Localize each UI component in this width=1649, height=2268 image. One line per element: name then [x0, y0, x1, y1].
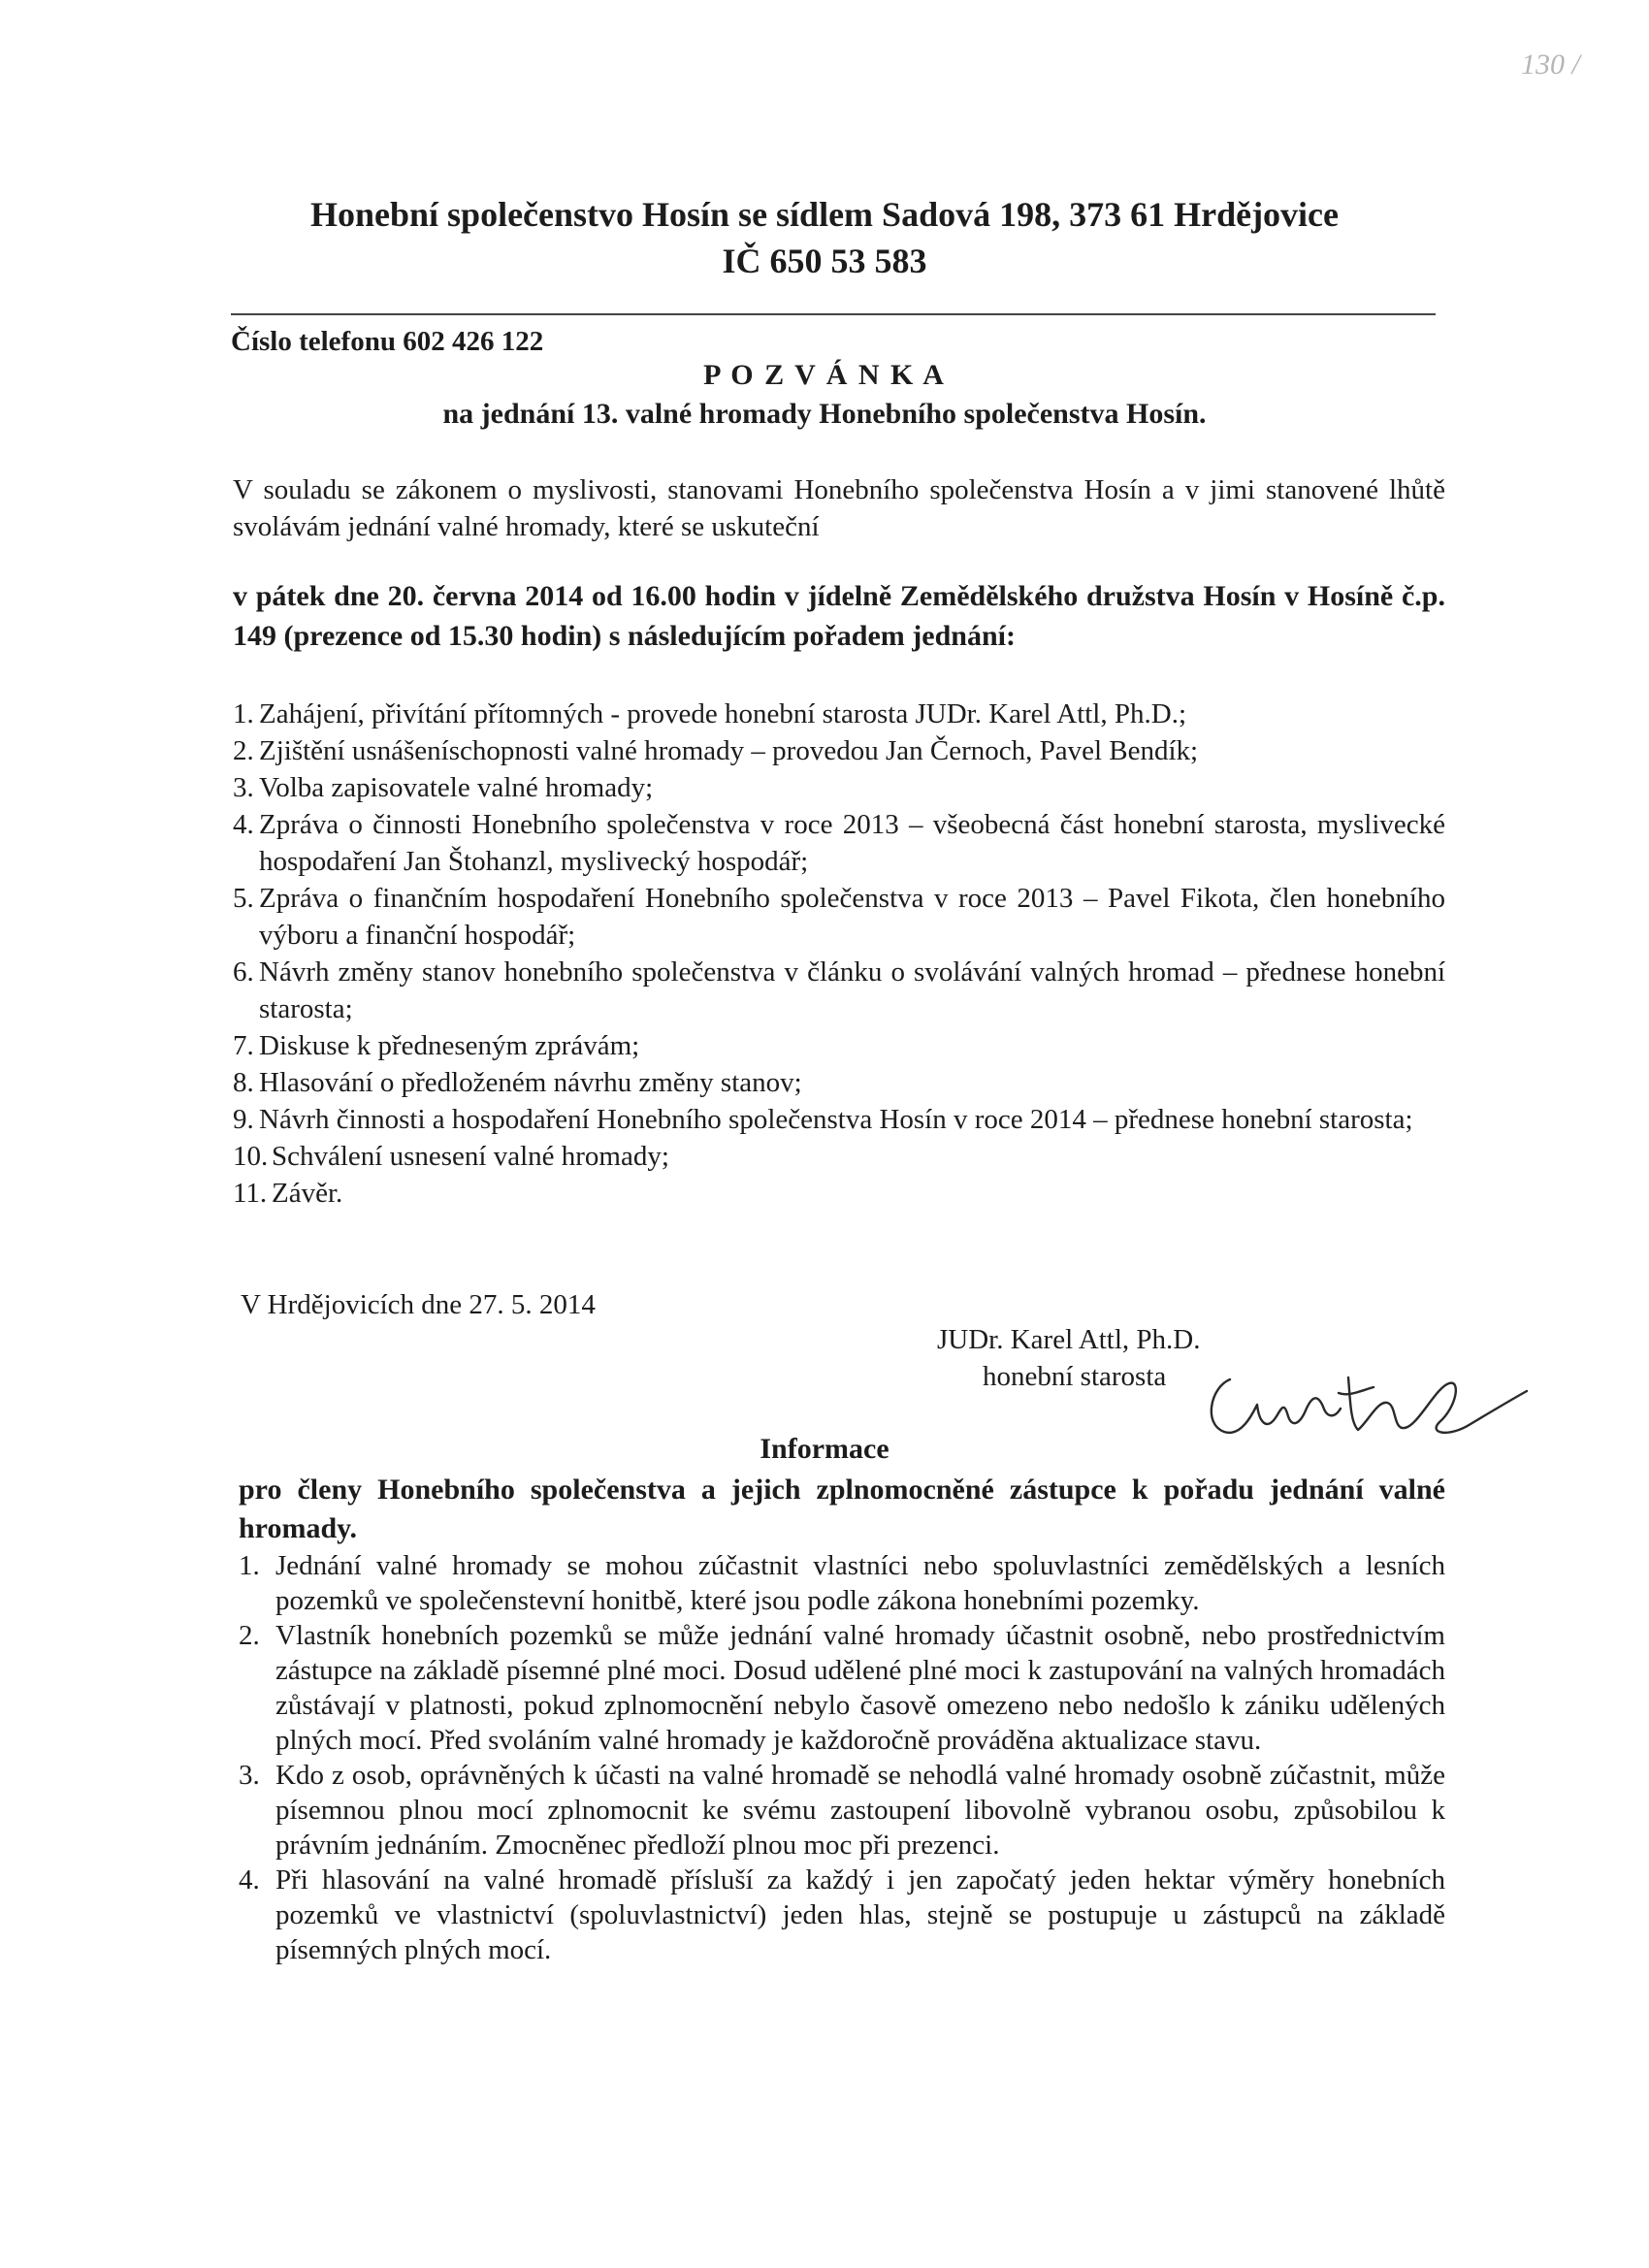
phone-number: Číslo telefonu 602 426 122: [231, 326, 544, 357]
agenda-item-number: 7.: [233, 1030, 254, 1061]
agenda-item-number: 10.: [233, 1141, 269, 1172]
agenda-item: [233, 769, 1445, 806]
information-item-text: Kdo z osob, oprávněných k účasti na valné hromadě se nehodlá valné hromady osobně zúčastnit, může písemnou plnou mocí zplnomocnit ke svému zastoupení libovolně vybranou osobu, způsobilou k právním jednáním. Zmocněnec předloží plnou moc při prezenci.: [275, 1760, 1445, 1861]
agenda-item-text: Diskuse k předneseným zprávám;: [259, 1030, 640, 1061]
information-item-number: 2.: [239, 1620, 260, 1651]
agenda-item-text: Návrh činnosti a hospodaření Honebního společenstva Hosín v roce 2014 – přednese honební starosta;: [259, 1104, 1413, 1135]
agenda-item-number: 3.: [233, 772, 254, 803]
agenda-item-text: Hlasování o předloženém návrhu změny stanov;: [259, 1067, 802, 1098]
meeting-date-place: v pátek dne 20. června 2014 od 16.00 hodin v jídelně Zemědělského družstva Hosín v Hosíně č.p. 149 (prezence od 15.30 hodin) s následujícím pořadem jednání:: [233, 580, 1445, 652]
agenda-item: [233, 1175, 1445, 1212]
header-ico-line: IČ 650 53 583: [722, 242, 927, 280]
corner-handwritten-note: 130 /: [1521, 49, 1580, 81]
agenda-item: [233, 806, 1445, 880]
information-item: [239, 1863, 1445, 1967]
agenda-list: [233, 696, 1445, 1212]
agenda-item: [233, 732, 1445, 769]
signer-role: honební starosta: [983, 1361, 1167, 1392]
agenda-item-number: 1.: [233, 698, 254, 729]
information-item-text: Vlastník honebních pozemků se může jednání valné hromady účastnit osobně, nebo prostřednictvím zástupce na základě písemné plné moci. Dosud udělené plné moci k zastupování na valných hromadách zůstávají v platnosti, pokud zplnomocnění nebylo časově omezeno nebo nedošlo k zániku udělených plných mocí. Před svoláním valné hromady je každoročně prováděna aktualizace stavu.: [275, 1620, 1445, 1756]
agenda-item-number: 11.: [233, 1178, 268, 1209]
place-and-date: V Hrdějovicích dne 27. 5. 2014: [241, 1289, 596, 1320]
agenda-item-text: Návrh změny stanov honebního společenstva v článku o svolávání valných hromad – přednese honební starosta;: [259, 956, 1445, 1024]
agenda-item: [233, 1138, 1445, 1175]
agenda-item-number: 4.: [233, 809, 254, 840]
agenda-item-text: Závěr.: [272, 1178, 343, 1209]
agenda-item-text: Zpráva o finančním hospodaření Honebního společenstva v roce 2013 – Pavel Fikota, člen honebního výboru a finanční hospodář;: [259, 883, 1445, 951]
information-title: Informace: [760, 1433, 889, 1465]
information-list: [239, 1548, 1445, 1967]
information-item-number: 1.: [239, 1550, 260, 1581]
agenda-item-number: 5.: [233, 883, 254, 914]
information-item-number: 4.: [239, 1864, 260, 1895]
agenda-item-text: Zahájení, přivítání přítomných - provede honební starosta JUDr. Karel Attl, Ph.D.;: [259, 698, 1186, 729]
signer-name: JUDr. Karel Attl, Ph.D.: [937, 1324, 1201, 1355]
information-subtitle: pro členy Honebního společenstva a jejich zplnomocněné zástupce k pořadu jednání valné hromady.: [239, 1474, 1445, 1544]
agenda-item-text: Zjištění usnášeníschopnosti valné hromady – provedou Jan Černoch, Pavel Bendík;: [259, 735, 1199, 766]
invitation-intro: V souladu se zákonem o myslivosti, stanovami Honebního společenstva Hosín a v jimi stanovené lhůtě svolávám jednání valné hromady, které se uskuteční: [233, 474, 1445, 542]
agenda-item: [233, 696, 1445, 732]
agenda-item: [233, 954, 1445, 1027]
agenda-item-text: Schválení usnesení valné hromady;: [272, 1141, 669, 1172]
agenda-item-number: 2.: [233, 735, 254, 766]
agenda-item-number: 9.: [233, 1104, 254, 1135]
invitation-title: P O Z V Á N K A: [703, 359, 946, 391]
agenda-item: [233, 1064, 1445, 1101]
agenda-item: [233, 1027, 1445, 1064]
header-divider: [231, 313, 1436, 315]
agenda-item: [233, 1101, 1445, 1138]
information-item-text: Jednání valné hromady se mohou zúčastnit vlastníci nebo spoluvlastníci zemědělských a lesních pozemků ve společenstevní honitbě, které jsou podle zákona honebními pozemky.: [275, 1550, 1445, 1616]
header-org-line: Honební společenstvo Hosín se sídlem Sadová 198, 373 61 Hrdějovice: [309, 195, 1340, 234]
agenda-item-text: Volba zapisovatele valné hromady;: [259, 772, 654, 803]
agenda-item: [233, 880, 1445, 954]
information-item: [239, 1618, 1445, 1758]
agenda-item-number: 6.: [233, 956, 254, 988]
information-item-text: Při hlasování na valné hromadě přísluší za každý i jen započatý jeden hektar výměry honebních pozemků ve vlastnictví (spoluvlastnictví) jeden hlas, stejně se postupuje u zástupců na základě písemných plných mocí.: [275, 1864, 1445, 1965]
information-item: [239, 1548, 1445, 1618]
information-item-number: 3.: [239, 1760, 260, 1791]
invitation-subtitle: na jednání 13. valné hromady Honebního společenstva Hosín.: [442, 398, 1207, 430]
information-item: [239, 1758, 1445, 1863]
agenda-item-text: Zpráva o činnosti Honebního společenstva v roce 2013 – všeobecná část honební starosta, myslivecké hospodaření Jan Štohanzl, myslivecký hospodář;: [259, 809, 1445, 877]
agenda-item-number: 8.: [233, 1067, 254, 1098]
